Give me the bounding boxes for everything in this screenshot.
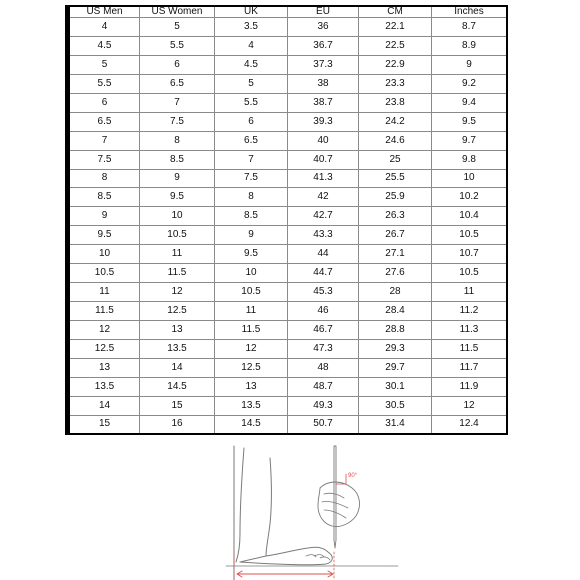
header-eu: EU: [288, 7, 359, 18]
cell-eu: 49.3: [288, 397, 359, 416]
cell-uk: 8.5: [215, 207, 288, 226]
cell-us-men: 11: [70, 283, 140, 302]
table-row: [70, 132, 506, 151]
cell-cm: 22.5: [359, 37, 432, 56]
cell-inches: 8.7: [432, 18, 506, 37]
cell-uk: 12: [215, 340, 288, 359]
table-header-row: [70, 7, 506, 18]
cell-us-men: 5: [70, 56, 140, 75]
table-row: [70, 321, 506, 340]
cell-cm: 28: [359, 283, 432, 302]
cell-us-men: 4.5: [70, 37, 140, 56]
foot-outline: [240, 547, 332, 565]
cell-inches: 11.2: [432, 302, 506, 321]
cell-eu: 46.7: [288, 321, 359, 340]
cell-us-men: 6: [70, 94, 140, 113]
table-row: [70, 75, 506, 94]
cell-us-men: 6.5: [70, 113, 140, 132]
table-row: [70, 264, 506, 283]
cell-us-women: 7: [140, 94, 215, 113]
cell-us-men: 13: [70, 359, 140, 378]
cell-us-women: 11.5: [140, 264, 215, 283]
cell-inches: 10.2: [432, 188, 506, 207]
foot-measurement-diagram: [210, 444, 400, 580]
cell-us-men: 12: [70, 321, 140, 340]
cell-uk: 3.5: [215, 18, 288, 37]
table-row: [70, 188, 506, 207]
heel-outline: [236, 448, 244, 562]
cell-inches: 12: [432, 397, 506, 416]
cell-us-men: 5.5: [70, 75, 140, 94]
cell-cm: 27.6: [359, 264, 432, 283]
leg-outline: [266, 458, 272, 556]
header-cm: CM: [359, 7, 432, 18]
cell-cm: 28.8: [359, 321, 432, 340]
cell-eu: 38.7: [288, 94, 359, 113]
cell-us-women: 9: [140, 170, 215, 189]
cell-cm: 25: [359, 151, 432, 170]
table-row: [70, 283, 506, 302]
cell-us-men: 4: [70, 18, 140, 37]
size-chart: [65, 5, 508, 435]
cell-uk: 10: [215, 264, 288, 283]
cell-eu: 48: [288, 359, 359, 378]
cell-us-women: 8.5: [140, 151, 215, 170]
cell-uk: 6: [215, 113, 288, 132]
table-row: [70, 397, 506, 416]
pen-outline: [334, 446, 336, 548]
table-row: [70, 340, 506, 359]
cell-eu: 44: [288, 245, 359, 264]
cell-us-men: 7.5: [70, 151, 140, 170]
cell-uk: 4.5: [215, 56, 288, 75]
cell-uk: 5.5: [215, 94, 288, 113]
table-row: [70, 56, 506, 75]
cell-inches: 11.9: [432, 378, 506, 397]
cell-eu: 50.7: [288, 416, 359, 433]
cell-inches: 11.5: [432, 340, 506, 359]
cell-us-women: 14.5: [140, 378, 215, 397]
cell-eu: 39.3: [288, 113, 359, 132]
toes-outline: [306, 555, 330, 560]
cell-eu: 44.7: [288, 264, 359, 283]
cell-us-men: 10: [70, 245, 140, 264]
cell-cm: 25.9: [359, 188, 432, 207]
cell-us-men: 10.5: [70, 264, 140, 283]
table-row: [70, 226, 506, 245]
cell-us-men: 9: [70, 207, 140, 226]
table-row: [70, 302, 506, 321]
cell-us-women: 16: [140, 416, 215, 433]
cell-inches: 11.3: [432, 321, 506, 340]
cell-uk: 11.5: [215, 321, 288, 340]
cell-us-men: 15: [70, 416, 140, 433]
cell-us-men: 8.5: [70, 188, 140, 207]
cell-us-women: 7.5: [140, 113, 215, 132]
cell-eu: 42.7: [288, 207, 359, 226]
cell-eu: 45.3: [288, 283, 359, 302]
cell-inches: 9.4: [432, 94, 506, 113]
cell-uk: 12.5: [215, 359, 288, 378]
cell-cm: 23.3: [359, 75, 432, 94]
cell-inches: 10.7: [432, 245, 506, 264]
header-uk: UK: [215, 7, 288, 18]
angle-label: 90°: [348, 473, 358, 479]
table-row: [70, 170, 506, 189]
cell-eu: 43.3: [288, 226, 359, 245]
table-row: [70, 151, 506, 170]
cell-us-women: 15: [140, 397, 215, 416]
table-row: [70, 416, 506, 433]
cell-uk: 13: [215, 378, 288, 397]
cell-us-men: 13.5: [70, 378, 140, 397]
cell-us-women: 14: [140, 359, 215, 378]
cell-us-men: 12.5: [70, 340, 140, 359]
cell-eu: 38: [288, 75, 359, 94]
cell-eu: 40.7: [288, 151, 359, 170]
cell-cm: 23.8: [359, 94, 432, 113]
cell-cm: 29.7: [359, 359, 432, 378]
cell-cm: 28.4: [359, 302, 432, 321]
cell-inches: 11: [432, 283, 506, 302]
cell-uk: 9: [215, 226, 288, 245]
cell-eu: 48.7: [288, 378, 359, 397]
cell-uk: 11: [215, 302, 288, 321]
cell-inches: 9: [432, 56, 506, 75]
table-row: [70, 113, 506, 132]
cell-us-men: 8: [70, 170, 140, 189]
cell-inches: 10.5: [432, 264, 506, 283]
cell-us-women: 9.5: [140, 188, 215, 207]
table-row: [70, 18, 506, 37]
cell-inches: 9.8: [432, 151, 506, 170]
cell-inches: 8.9: [432, 37, 506, 56]
cell-us-women: 11: [140, 245, 215, 264]
cell-cm: 27.1: [359, 245, 432, 264]
cell-us-women: 13: [140, 321, 215, 340]
cell-uk: 6.5: [215, 132, 288, 151]
cell-inches: 10.5: [432, 226, 506, 245]
cell-inches: 10: [432, 170, 506, 189]
cell-eu: 41.3: [288, 170, 359, 189]
cell-us-men: 14: [70, 397, 140, 416]
cell-uk: 7.5: [215, 170, 288, 189]
table-row: [70, 207, 506, 226]
cell-us-women: 5.5: [140, 37, 215, 56]
cell-us-women: 6.5: [140, 75, 215, 94]
cell-us-women: 12.5: [140, 302, 215, 321]
cell-uk: 13.5: [215, 397, 288, 416]
cell-cm: 26.3: [359, 207, 432, 226]
cell-cm: 22.9: [359, 56, 432, 75]
cell-cm: 30.1: [359, 378, 432, 397]
cell-uk: 10.5: [215, 283, 288, 302]
cell-cm: 24.2: [359, 113, 432, 132]
cell-cm: 30.5: [359, 397, 432, 416]
cell-cm: 26.7: [359, 226, 432, 245]
cell-eu: 37.3: [288, 56, 359, 75]
header-inches: Inches: [432, 7, 506, 18]
cell-us-men: 9.5: [70, 226, 140, 245]
cell-eu: 47.3: [288, 340, 359, 359]
cell-uk: 8: [215, 188, 288, 207]
cell-cm: 31.4: [359, 416, 432, 433]
cell-eu: 46: [288, 302, 359, 321]
cell-inches: 9.2: [432, 75, 506, 94]
cell-uk: 7: [215, 151, 288, 170]
table-row: [70, 37, 506, 56]
cell-us-women: 10: [140, 207, 215, 226]
cell-us-women: 12: [140, 283, 215, 302]
cell-inches: 10.4: [432, 207, 506, 226]
cell-eu: 42: [288, 188, 359, 207]
cell-uk: 5: [215, 75, 288, 94]
cell-inches: 9.7: [432, 132, 506, 151]
cell-cm: 24.6: [359, 132, 432, 151]
cell-us-women: 13.5: [140, 340, 215, 359]
cell-inches: 11.7: [432, 359, 506, 378]
cell-uk: 4: [215, 37, 288, 56]
cell-us-women: 8: [140, 132, 215, 151]
finger-lines: [322, 493, 348, 518]
cell-uk: 9.5: [215, 245, 288, 264]
size-table: [70, 7, 506, 433]
cell-us-women: 5: [140, 18, 215, 37]
cell-us-men: 11.5: [70, 302, 140, 321]
header-us-women: US Women: [140, 7, 215, 18]
cell-cm: 29.3: [359, 340, 432, 359]
cell-eu: 40: [288, 132, 359, 151]
header-us-men: US Men: [70, 7, 140, 18]
cell-cm: 25.5: [359, 170, 432, 189]
table-row: [70, 378, 506, 397]
cell-inches: 9.5: [432, 113, 506, 132]
cell-cm: 22.1: [359, 18, 432, 37]
table-row: [70, 94, 506, 113]
table-row: [70, 245, 506, 264]
cell-us-women: 10.5: [140, 226, 215, 245]
cell-us-men: 7: [70, 132, 140, 151]
cell-us-women: 6: [140, 56, 215, 75]
table-row: [70, 359, 506, 378]
cell-eu: 36: [288, 18, 359, 37]
cell-eu: 36.7: [288, 37, 359, 56]
cell-inches: 12.4: [432, 416, 506, 433]
cell-uk: 14.5: [215, 416, 288, 433]
